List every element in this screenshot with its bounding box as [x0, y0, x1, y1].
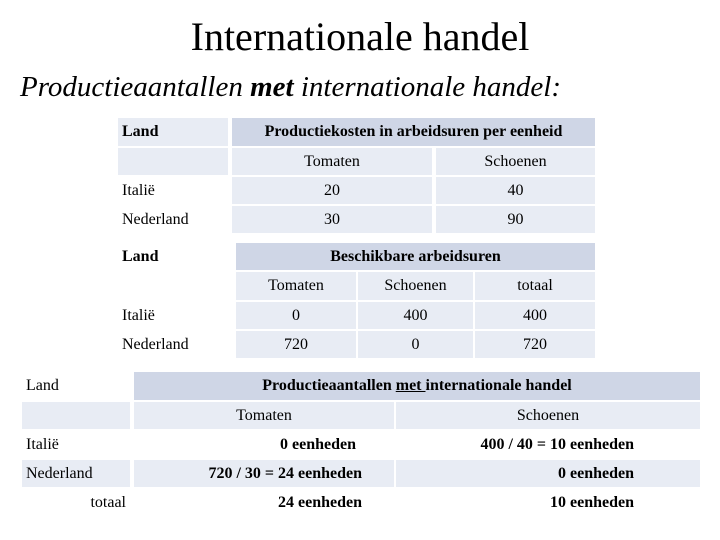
- table3-row-land: Italië: [26, 435, 59, 453]
- table1-row-land: Nederland: [122, 210, 189, 228]
- table2-row-tomaten: 720: [236, 331, 356, 358]
- table3-total-tomaten: 24 eenheden: [278, 494, 362, 511]
- table3-subheader-tomaten: Tomaten: [134, 402, 394, 429]
- table1-subheader-schoenen: Schoenen: [436, 148, 595, 175]
- table1-row-tomaten: 20: [232, 177, 432, 204]
- table3-col-label: Land: [26, 377, 59, 394]
- table1-empty-cell: [118, 148, 228, 175]
- table2-row-totaal: 720: [475, 331, 595, 358]
- table3-subheader-schoenen: Schoenen: [396, 402, 700, 429]
- table1-row-schoenen: 40: [436, 177, 595, 204]
- table3-header-part-2: internationale handel: [425, 377, 572, 394]
- table2-row-land: Nederland: [122, 335, 189, 353]
- subtitle-bold-word: met: [250, 71, 294, 103]
- table2-col-label: Land: [122, 247, 159, 265]
- table2-row-schoenen: 0: [358, 331, 473, 358]
- table2-header: Beschikbare arbeidsuren: [236, 243, 595, 270]
- table2-row-land: Italië: [122, 306, 155, 324]
- table1-header: Productiekosten in arbeidsuren per eenheid: [232, 118, 595, 146]
- table2-subheader-schoenen: Schoenen: [358, 272, 473, 300]
- page-title: Internationale handel: [190, 14, 530, 59]
- table3-total-label: totaal: [90, 494, 126, 511]
- table3-row-tomaten: 720 / 30 = 24 eenheden: [134, 460, 394, 487]
- table2-row-tomaten: 0: [236, 302, 356, 329]
- table1-col-label: Land: [118, 118, 228, 146]
- table2-subheader-tomaten: Tomaten: [236, 272, 356, 300]
- table1-row-tomaten: 30: [232, 206, 432, 233]
- page-subtitle: [20, 70, 561, 104]
- table2-subheader-totaal: totaal: [475, 272, 595, 300]
- table3-row-schoenen: 400 / 40 = 10 eenheden: [480, 435, 634, 453]
- table3-empty-cell: [22, 402, 130, 429]
- table3-row-land: Nederland: [22, 460, 130, 487]
- table3-total-schoenen: 10 eenheden: [550, 494, 634, 511]
- table2-row-totaal: 400: [475, 302, 595, 329]
- table3-header: [134, 372, 700, 400]
- subtitle-part-2: internationale handel:: [293, 71, 561, 103]
- table1-subheader-tomaten: Tomaten: [232, 148, 432, 175]
- table3-header-part-1: Productieaantallen: [262, 377, 396, 394]
- subtitle-part-1: Productieaantallen: [20, 71, 251, 103]
- table3-header-underlined: met: [395, 377, 426, 394]
- table2-row-schoenen: 400: [358, 302, 473, 329]
- table3-row-tomaten: 0 eenheden: [280, 435, 356, 453]
- table1-row-land: Italië: [122, 181, 155, 199]
- table3-row-schoenen: 0 eenheden: [396, 460, 700, 487]
- table1-row-schoenen: 90: [436, 206, 595, 233]
